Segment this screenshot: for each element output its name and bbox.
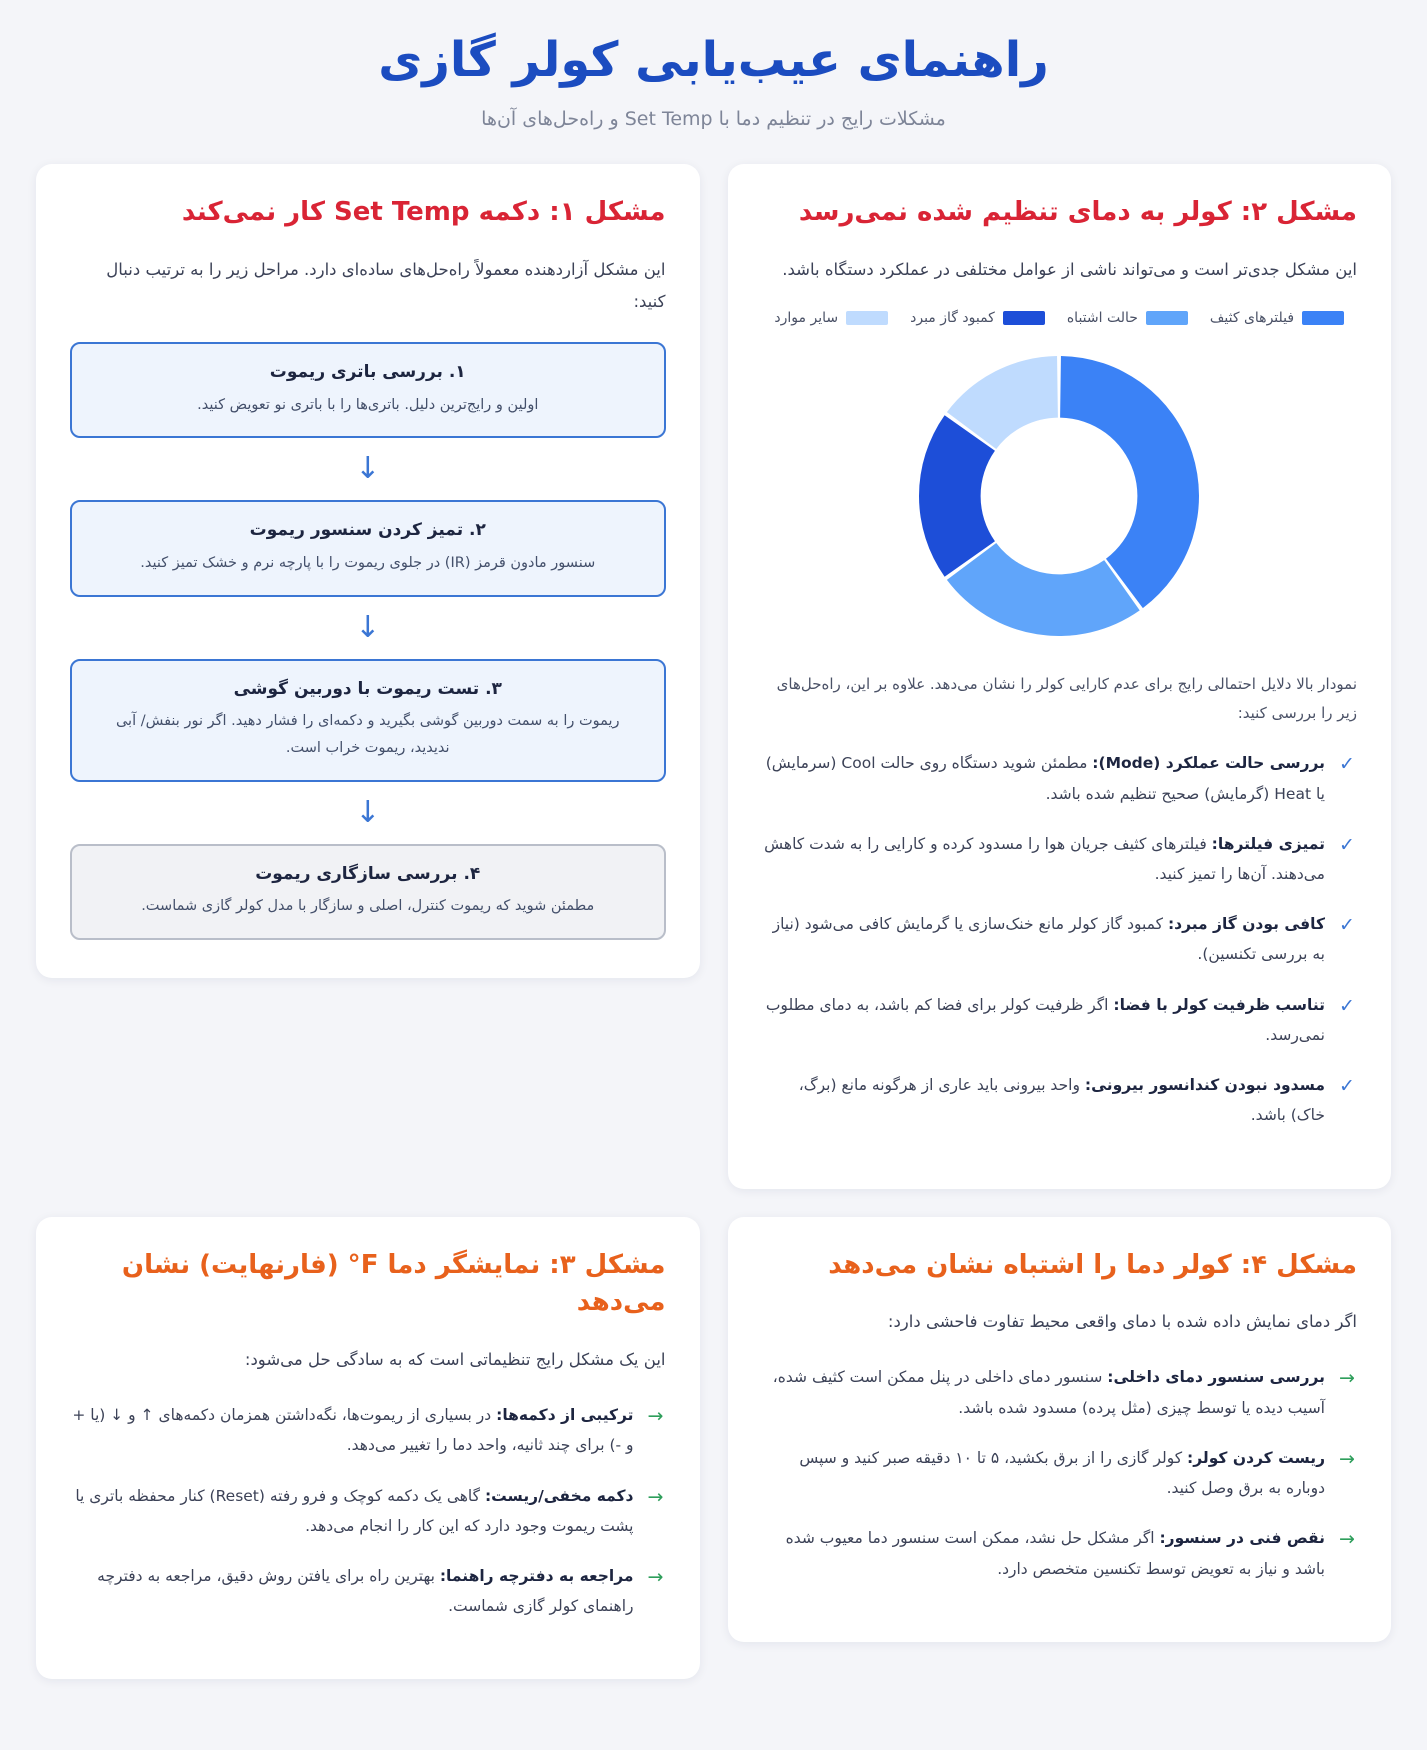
flow-arrow-down-icon: ↓ <box>355 451 381 487</box>
arrow-right-icon: → <box>647 1485 664 1508</box>
chart-note: نمودار بالا دلایل احتمالی رایج برای عدم کارایی کولر را نشان می‌دهد. علاوه بر این، راه‌حل‌های زیر را بررسی کنید: <box>776 674 1357 723</box>
solution-2-body: کمبود گاز کولر مانع خنک‌سازی یا گرمایش کافی می‌شود (نیاز به بررسی تکنسین). <box>772 915 1325 964</box>
card-problem-2-title: مشکل ۲: کولر به دمای تنظیم شده نمی‌رسد <box>798 197 1357 227</box>
check-icon: ✓ <box>1339 994 1355 1017</box>
legend-label: کمبود گاز مبرد <box>910 309 995 326</box>
card-problem-4-title: مشکل ۴: کولر دما را اشتباه نشان می‌دهد <box>828 1249 1357 1280</box>
donut-chart-canvas <box>762 340 1358 652</box>
flow-step-title: ۳. تست ریموت با دوربین گوشی <box>233 678 502 699</box>
card-problem-3-intro: این یک مشکل رایج تنظیماتی است که به سادگی حل می‌شود: <box>244 1349 666 1369</box>
donut-svg <box>909 346 1209 646</box>
page-subtitle: مشکلات رایج در تنظیم دما با Set Temp و راه‌حل‌های آن‌ها <box>481 108 946 130</box>
solution-2-item <box>762 748 1358 808</box>
legend-item[interactable] <box>1067 310 1188 326</box>
solution-2-body: مطمئن شوید دستگاه روی حالت Cool (سرمایش) یا Heat (گرمایش) صحیح تنظیم شده باشد. <box>765 754 1325 803</box>
card-problem-1-title: مشکل ۱: دکمه Set Temp کار نمی‌کند <box>181 197 666 227</box>
arrow-right-icon: → <box>1339 1528 1355 1551</box>
solution-3-body: گاهی یک دکمه کوچک و فرو رفته (Reset) کنار محفظه باتری یا پشت ریموت وجود دارد که این کار را انجام می‌دهد. <box>75 1486 634 1535</box>
solution-2-body: فیلترهای کثیف جریان هوا را مسدود کرده و کارایی را به شدت کاهش می‌دهند. آن‌ها را تمیز کنید. <box>764 834 1325 884</box>
legend-item[interactable] <box>774 310 888 326</box>
solution-4-item <box>762 1523 1358 1583</box>
solution-4-lead: ریست کردن کولر: <box>1187 1448 1325 1467</box>
legend-swatch-icon <box>1146 311 1188 325</box>
card-problem-3 <box>36 1217 700 1680</box>
legend-swatch-icon <box>1302 311 1344 325</box>
solution-2-text <box>762 748 1326 808</box>
check-icon: ✓ <box>1339 753 1355 776</box>
flow-step-description: سنسور مادون قرمز (IR) در جلوی ریموت را با پارچه نرم و خشک تمیز کنید. <box>140 554 596 571</box>
solution-4-text <box>762 1443 1326 1503</box>
solution-4-item <box>762 1362 1358 1422</box>
card-problem-1 <box>36 164 700 978</box>
solution-2-text <box>762 1070 1326 1130</box>
card-problem-3-title: مشکل ۳: نمایشگر دما F° (فارنهایت) نشان می‌دهد <box>121 1249 666 1318</box>
card-problem-2-intro: این مشکل جدی‌تر است و می‌تواند ناشی از عوامل مختلفی در عملکرد دستگاه باشد. <box>782 259 1357 279</box>
solution-4-body: سنسور دمای داخلی در پنل ممکن است کثیف شده، آسیب دیده یا توسط چیزی (مثل پرده) مسدود شده باشد. <box>772 1368 1325 1417</box>
arrow-right-icon: → <box>1339 1447 1355 1470</box>
solution-2-item <box>762 990 1358 1050</box>
solution-2-lead: مسدود نبودن کندانسور بیرونی: <box>1084 1076 1325 1095</box>
legend-label: سایر موارد <box>774 309 839 326</box>
flow-step-4[interactable] <box>70 844 666 940</box>
solution-4-body: اگر مشکل حل نشد، ممکن است سنسور دما معیوب شده باشد و نیاز به تعویض توسط تکنسین متخصص دارد. <box>785 1529 1325 1578</box>
solution-3-lead: ترکیبی از دکمه‌ها: <box>496 1406 634 1425</box>
solution-4-text <box>762 1362 1326 1422</box>
troubleshooting-flow <box>70 342 666 940</box>
solution-2-item <box>762 909 1358 969</box>
donut-slice[interactable] <box>1060 356 1199 608</box>
solution-2-text <box>762 909 1326 969</box>
card-problem-2 <box>728 164 1392 1189</box>
flow-arrow-down-icon: ↓ <box>355 609 381 645</box>
solution-3-text <box>70 1561 634 1621</box>
check-icon: ✓ <box>1339 1075 1355 1098</box>
solution-2-text <box>762 829 1326 889</box>
solution-3-item <box>70 1561 666 1621</box>
solution-3-item <box>70 1481 666 1541</box>
card-problem-1-intro: این مشکل آزاردهنده معمولاً راه‌حل‌های ساده‌ای دارد. مراحل زیر را به ترتیب دنبال کنید: <box>106 259 666 311</box>
legend-label: حالت اشتباه <box>1066 309 1138 326</box>
solution-3-lead: مراجعه به دفترچه راهنما: <box>439 1566 634 1585</box>
solution-2-lead: تمیزی فیلترها: <box>1211 834 1325 853</box>
solution-4-lead: نقص فنی در سنسور: <box>1159 1529 1325 1548</box>
check-icon: ✓ <box>1339 914 1355 937</box>
donut-chart <box>762 310 1358 652</box>
solution-3-body: در بسیاری از ریموت‌ها، نگه‌داشتن همزمان دکمه‌های ↑ و ↓ (یا + و -) برای چند ثانیه، واحد دما را تغییر می‌دهد. <box>72 1406 634 1455</box>
problem-4-solution-list <box>762 1362 1358 1583</box>
flow-step-title: ۲. تمیز کردن سنسور ریموت <box>249 520 486 541</box>
solution-3-body: بهترین راه برای یافتن روش دقیق، مراجعه به دفترچه راهنمای کولر گازی شماست. <box>97 1566 634 1616</box>
flow-step-description: اولین و رایج‌ترین دلیل. باتری‌ها را با باتری نو تعویض کنید. <box>197 396 539 413</box>
page-header <box>0 0 1427 148</box>
card-problem-4-intro: اگر دمای نمایش داده شده با دمای واقعی محیط تفاوت فاحشی دارد: <box>887 1312 1357 1332</box>
solution-2-body: اگر ظرفیت کولر برای فضا کم باشد، به دمای مطلوب نمی‌رسد. <box>765 995 1325 1044</box>
flow-step-description: ریموت را به سمت دوربین گوشی بگیرید و دکمه‌ای را فشار دهید. اگر نور بنفش/ آبی ندیدید، ریموت خراب است. <box>115 713 620 756</box>
flow-step-1[interactable] <box>70 342 666 438</box>
flow-step-title: ۴. بررسی سازگاری ریموت <box>255 863 481 884</box>
solution-4-text <box>762 1523 1326 1583</box>
solution-2-lead: بررسی حالت عملکرد (Mode): <box>1092 754 1325 773</box>
page-title: راهنمای عیب‌یابی کولر گازی <box>378 32 1049 88</box>
solution-2-body: واحد بیرونی باید عاری از هرگونه مانع (برگ، خاک) باشد. <box>798 1076 1325 1125</box>
legend-item[interactable] <box>1210 310 1344 326</box>
solution-4-body: کولر گازی را از برق بکشید، ۵ تا ۱۰ دقیقه صبر کنید و سپس دوباره به برق وصل کنید. <box>799 1448 1325 1498</box>
flow-step-title: ۱. بررسی باتری ریموت <box>269 362 466 383</box>
problem-3-solution-list <box>70 1400 666 1621</box>
legend-swatch-icon <box>1003 311 1045 325</box>
flow-step-description: مطمئن شوید که ریموت کنترل، اصلی و سازگار با مدل کولر گازی شماست. <box>141 898 595 915</box>
solution-4-lead: بررسی سنسور دمای داخلی: <box>1107 1368 1325 1387</box>
cards-grid <box>0 148 1427 1719</box>
solution-3-text <box>70 1481 634 1541</box>
arrow-right-icon: → <box>1339 1367 1355 1390</box>
solution-3-item <box>70 1400 666 1460</box>
legend-swatch-icon <box>846 311 888 325</box>
solution-2-text <box>762 990 1326 1050</box>
flow-step-2[interactable] <box>70 500 666 596</box>
arrow-right-icon: → <box>647 1565 664 1588</box>
arrow-right-icon: → <box>647 1405 664 1428</box>
chart-legend <box>762 310 1358 326</box>
flow-step-3[interactable] <box>70 659 666 782</box>
solution-2-item <box>762 829 1358 889</box>
card-problem-4 <box>728 1217 1392 1642</box>
solution-2-lead: کافی بودن گاز مبرد: <box>1167 915 1325 934</box>
solution-3-lead: دکمه مخفی/ریست: <box>484 1486 634 1505</box>
legend-label: فیلترهای کثیف <box>1209 309 1295 326</box>
solution-2-item <box>762 1070 1358 1130</box>
problem-2-solution-list <box>762 748 1358 1130</box>
legend-item[interactable] <box>910 310 1045 326</box>
check-icon: ✓ <box>1339 833 1355 856</box>
solution-3-text <box>70 1400 634 1460</box>
solution-2-lead: تناسب ظرفیت کولر با فضا: <box>1113 995 1325 1014</box>
flow-arrow-down-icon: ↓ <box>355 794 381 830</box>
solution-4-item <box>762 1443 1358 1503</box>
